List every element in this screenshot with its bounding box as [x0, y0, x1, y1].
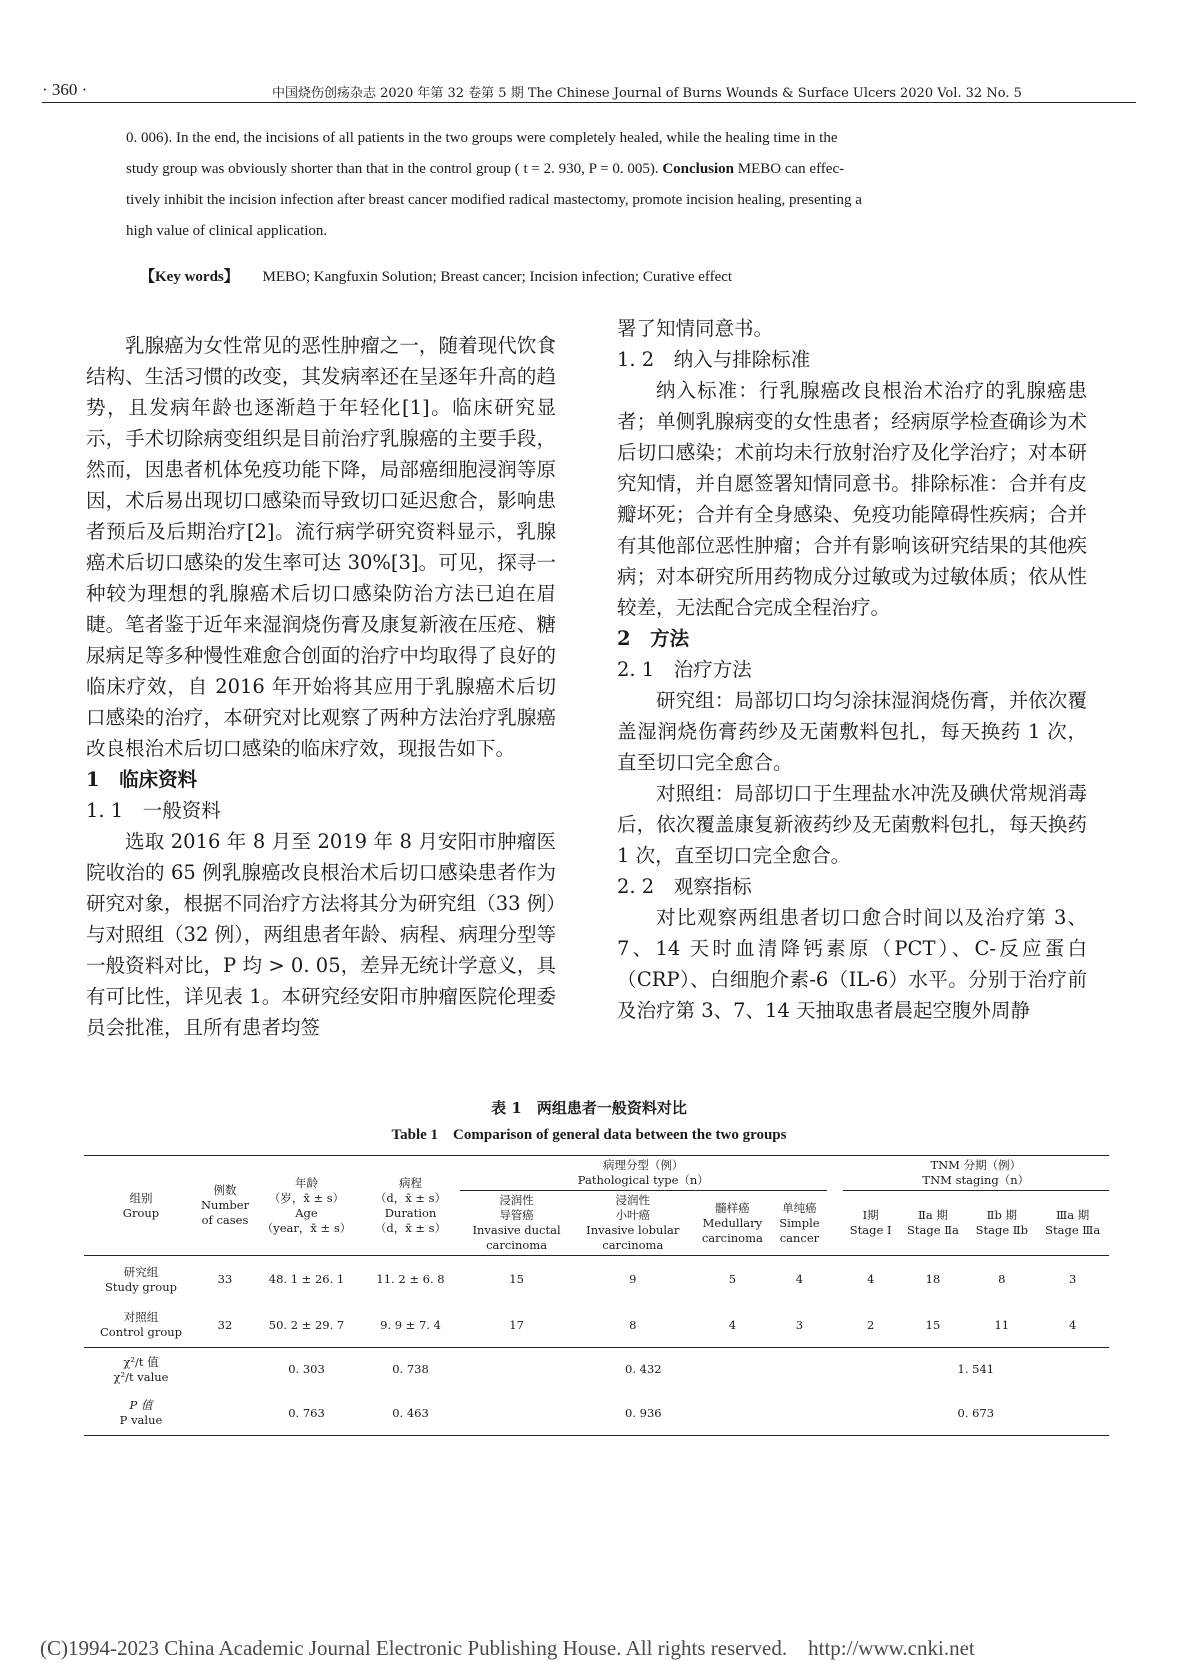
paragraph: 研究组：局部切口均匀涂抹湿润烧伤膏，并依次覆盖湿润烧伤膏药纱及无菌敷料包扎，每天换药 1 次，直至切口完全愈合。	[617, 689, 1087, 774]
cell-text: χ²/t 值	[123, 1354, 159, 1369]
table-cell: 32	[198, 1304, 252, 1348]
header-path-medullary	[692, 1191, 772, 1256]
table-cell: 0. 936	[460, 1392, 827, 1436]
row-label	[84, 1304, 198, 1348]
header-text: （d，x̄ ± s）	[374, 1220, 447, 1235]
header-group	[84, 1156, 198, 1256]
subsection-heading: 2. 2 观察指标	[617, 875, 752, 898]
table-cell: 9. 9 ± 7. 4	[361, 1304, 460, 1348]
header-text: Medullary	[702, 1215, 763, 1230]
paragraph: 纳入标准：行乳腺癌改良根治术治疗的乳腺癌患者；单侧乳腺病变的女性患者；经病原学检查确诊为术后切口感染；术前均未行放射治疗及化学治疗；对本研究知情，并自愿签署知情同意书。排除标准：合并有皮瓣坏死；合并有全身感染、免疫功能障碍性疾病；合并有其他部位恶性肿瘤；合并有影响该研究结果的其他疾病；对本研究所用药物成分过敏或为过敏体质；依从性较差，无法配合完成全程治疗。	[617, 379, 1087, 619]
table-cell: 1. 541	[957, 1362, 995, 1377]
header-tnm-1	[843, 1191, 899, 1256]
header-text: Ⅲa 期	[1056, 1208, 1090, 1222]
table-cell: 48. 1 ± 26. 1	[268, 1272, 345, 1287]
intro-paragraph: 乳腺癌为女性常见的恶性肿瘤之一，随着现代饮食结构、生活习惯的改变，其发病率还在呈逐年升高的趋势，且发病年龄也逐渐趋于年轻化[1]。临床研究显示，手术切除病变组织是目前治疗乳腺癌的主要手段，然而，因患者机体免疫功能下降，局部癌细胞浸润等原因，术后易出现切口感染而导致切口延迟愈合，影响患者预后及后期治疗[2]。流行病学研究资料显示，乳腺癌术后切口感染的发生率可达 30%[3]。可见，探寻一种较为理想的乳腺癌术后切口感染防治方法已迫在眉睫。笔者鉴于近年来湿润烧伤膏及康复新液在压疮、糖尿病足等多种慢性难愈合创面的治疗中均取得了良好的临床疗效，自 2016 年开始将其应用于乳腺癌术后切口感染的治疗，本研究对比观察了两种方法治疗乳腺癌改良根治术后切口感染的临床疗效，现报告如下。	[86, 334, 556, 760]
header-tnm-3a	[1036, 1191, 1109, 1256]
cell-text: 研究组	[123, 1264, 159, 1279]
section-heading: 1 临床资料	[86, 768, 198, 791]
header-text: 组别	[129, 1190, 153, 1205]
header-tnm	[843, 1156, 1109, 1191]
cell-text: P value	[119, 1413, 163, 1428]
header-text: TNM staging（n）	[922, 1173, 1030, 1187]
abstract-line	[126, 154, 1056, 185]
header-text: 髓样癌	[715, 1200, 750, 1215]
table-row	[84, 1348, 1109, 1392]
table-cell: 0. 673	[843, 1392, 1109, 1436]
paragraph: 署了知情同意书。	[617, 317, 774, 340]
cell-text: Control group	[99, 1325, 183, 1340]
header-text: of cases	[201, 1213, 249, 1227]
header-text: Simple	[779, 1215, 820, 1230]
header-text: 单纯癌	[782, 1200, 817, 1215]
header-text: TNM 分期（例）	[930, 1158, 1022, 1172]
table-cell: 18	[925, 1272, 941, 1287]
table-row	[84, 1304, 1109, 1348]
spacer-cell	[827, 1191, 843, 1256]
cell-text: χ²/t value	[113, 1369, 169, 1384]
table-cell: 0. 738	[392, 1362, 429, 1377]
row-label	[84, 1392, 198, 1436]
header-path-ductal	[460, 1191, 573, 1256]
header-text: 病程	[399, 1175, 422, 1190]
table-cell: 8	[998, 1272, 1006, 1287]
header-text: Group	[122, 1205, 160, 1220]
table-cell	[198, 1392, 252, 1436]
spacer-cell	[827, 1256, 843, 1304]
header-age	[252, 1156, 361, 1256]
header-text: 浸润性	[499, 1193, 534, 1207]
keywords-text: MEBO; Kangfuxin Solution; Breast cancer; Incision infection; Curative effect	[262, 269, 733, 285]
left-column	[86, 330, 556, 1043]
header-text: 导管癌	[499, 1208, 534, 1222]
cell-text: 对照组	[123, 1310, 159, 1325]
journal-title: 中国烧伤创疡杂志 2020 年第 32 卷第 5 期 The Chinese Journal of Burns Wounds & Surface Ulcers 2020 Vol. 32 No. 5	[272, 86, 1022, 101]
header-text: （d，x̄ ± s）	[374, 1190, 447, 1205]
page-number: · 360 ·	[42, 80, 88, 99]
right-column	[617, 313, 1087, 1026]
subsection-heading: 1. 1 一般资料	[86, 799, 221, 822]
header-path-lobular	[573, 1191, 692, 1256]
abstract-text: study group was obviously shorter than that in the control group ( t = 2. 930, P = 0. 005).	[126, 161, 659, 177]
subsection-heading: 1. 2 纳入与排除标准	[617, 348, 811, 371]
header-text: 浸润性	[615, 1193, 651, 1207]
header-text: Stage Ⅱb	[975, 1223, 1028, 1237]
abstract-line: 0. 006). In the end, the incisions of all patients in the two groups were completely healed, while the healing time in the	[126, 130, 838, 146]
header-text: 年龄	[295, 1175, 318, 1190]
header-pathology	[460, 1156, 827, 1191]
spacer-cell	[827, 1348, 843, 1392]
header-text: Age	[295, 1205, 318, 1220]
table-cell: 4	[1036, 1304, 1109, 1348]
table-cell: 4	[795, 1272, 804, 1287]
header-text: Stage Ⅲa	[1045, 1223, 1101, 1237]
table-cell: 17	[460, 1304, 573, 1348]
header-text: Stage Ⅰ	[849, 1223, 892, 1237]
header-text: 小叶癌	[615, 1208, 651, 1222]
table-cell: 9	[629, 1272, 637, 1287]
table-cell: 4	[692, 1304, 772, 1348]
table-cell: 11. 2 ± 6. 8	[376, 1272, 445, 1287]
paragraph: 对比观察两组患者切口愈合时间以及治疗第 3、7、14 天时血清降钙素原（PCT）、C-反应蛋白（CRP）、白细胞介素-6（IL-6）水平。分别于治疗前及治疗第 3、7、14 天抽取患者晨起空腹外周静	[617, 906, 1087, 1022]
header-text: Number	[200, 1198, 250, 1212]
header-text: 病理分型（例）	[603, 1158, 684, 1172]
header-text: Stage Ⅱa	[907, 1223, 959, 1237]
header-n	[198, 1156, 252, 1256]
table-row	[84, 1256, 1109, 1304]
table-cell: 50. 2 ± 29. 7	[252, 1304, 361, 1348]
cell-text: P 值	[129, 1398, 153, 1413]
abstract-text: MEBO can effec-	[737, 161, 845, 177]
table-title-cn: 表 1 两组患者一般资料对比	[491, 1099, 687, 1117]
header-text: Invasive ductal	[472, 1223, 561, 1237]
table-cell: 5	[728, 1272, 737, 1287]
keywords	[140, 265, 732, 286]
header-text: cancer	[779, 1230, 820, 1245]
table-cell: 0. 763	[252, 1392, 361, 1436]
row-label	[84, 1256, 198, 1304]
spacer-cell	[827, 1392, 843, 1436]
table-cell: 15	[509, 1272, 524, 1287]
header-text: carcinoma	[486, 1238, 548, 1252]
spacer-cell	[827, 1156, 843, 1191]
header-text: 例数	[213, 1183, 237, 1197]
data-table	[84, 1155, 1109, 1436]
header-text: Ⅱa 期	[918, 1208, 948, 1222]
header-text: Ⅱb 期	[986, 1208, 1017, 1222]
table-cell: 33	[217, 1272, 233, 1287]
table-row	[84, 1392, 1109, 1436]
abstract-line: tively inhibit the incision infection after breast cancer modified radical mastectomy, promote incision healing, presenting a	[126, 192, 862, 208]
subsection-heading: 2. 1 治疗方法	[617, 658, 752, 681]
table-cell: 2	[843, 1304, 899, 1348]
abstract-line: high value of clinical application.	[126, 223, 328, 239]
paragraph: 对照组：局部切口于生理盐水冲洗及碘伏常规消毒后，依次覆盖康复新液药纱及无菌敷料包扎，每天换药 1 次，直至切口完全愈合。	[617, 782, 1087, 867]
table-cell: 0. 432	[625, 1362, 662, 1377]
table-cell: 11	[967, 1304, 1036, 1348]
running-header	[42, 80, 1136, 103]
conclusion-label: Conclusion	[662, 161, 735, 177]
spacer-cell	[827, 1304, 843, 1348]
header-text: （year，x̄ ± s）	[261, 1220, 352, 1235]
row-label	[84, 1348, 198, 1392]
header-text: carcinoma	[602, 1238, 664, 1252]
table-cell: 0. 463	[361, 1392, 460, 1436]
table-cell: 15	[899, 1304, 968, 1348]
table-title-en: Table 1 Comparison of general data between the two groups	[391, 1127, 787, 1143]
header-tnm-2a	[899, 1191, 968, 1256]
keywords-label: 【Key words】	[140, 269, 239, 285]
header-text: Invasive lobular	[586, 1223, 680, 1237]
header-text: carcinoma	[701, 1230, 763, 1245]
table-cell: 0. 303	[288, 1362, 325, 1377]
table-cell: 8	[573, 1304, 692, 1348]
table-cell	[198, 1348, 252, 1392]
header-text: Pathological type（n）	[577, 1173, 709, 1187]
abstract	[126, 123, 1056, 247]
table-cell: 4	[866, 1272, 875, 1287]
header-text: （岁，x̄ ± s）	[268, 1190, 345, 1205]
header-tnm-2b	[967, 1191, 1036, 1256]
header-text: Duration	[384, 1205, 437, 1220]
header-path-simple	[772, 1191, 826, 1256]
table-cell: 3	[1069, 1272, 1077, 1287]
section-heading: 2 方法	[617, 627, 690, 650]
table-cell: 3	[772, 1304, 826, 1348]
cell-text: Study group	[105, 1279, 177, 1294]
paragraph: 选取 2016 年 8 月至 2019 年 8 月安阳市肿瘤医院收治的 65 例乳腺癌改良根治术后切口感染患者作为研究对象，根据不同治疗方法将其分为研究组（33 例）与对照组（32 例），两组患者年龄、病程、病理分型等一般资料对比，P 均 > 0. 05，差异无统计学意义，具有可比性，详见表 1。本研究经安阳市肿瘤医院伦理委员会批准，且所有患者均签	[86, 830, 556, 1039]
header-text: Ⅰ期	[862, 1208, 879, 1222]
header-duration	[361, 1156, 460, 1256]
copyright-footer: (C)1994-2023 China Academic Journal Electronic Publishing House. All rights reserved. http://www.cnki.net	[40, 1636, 975, 1660]
